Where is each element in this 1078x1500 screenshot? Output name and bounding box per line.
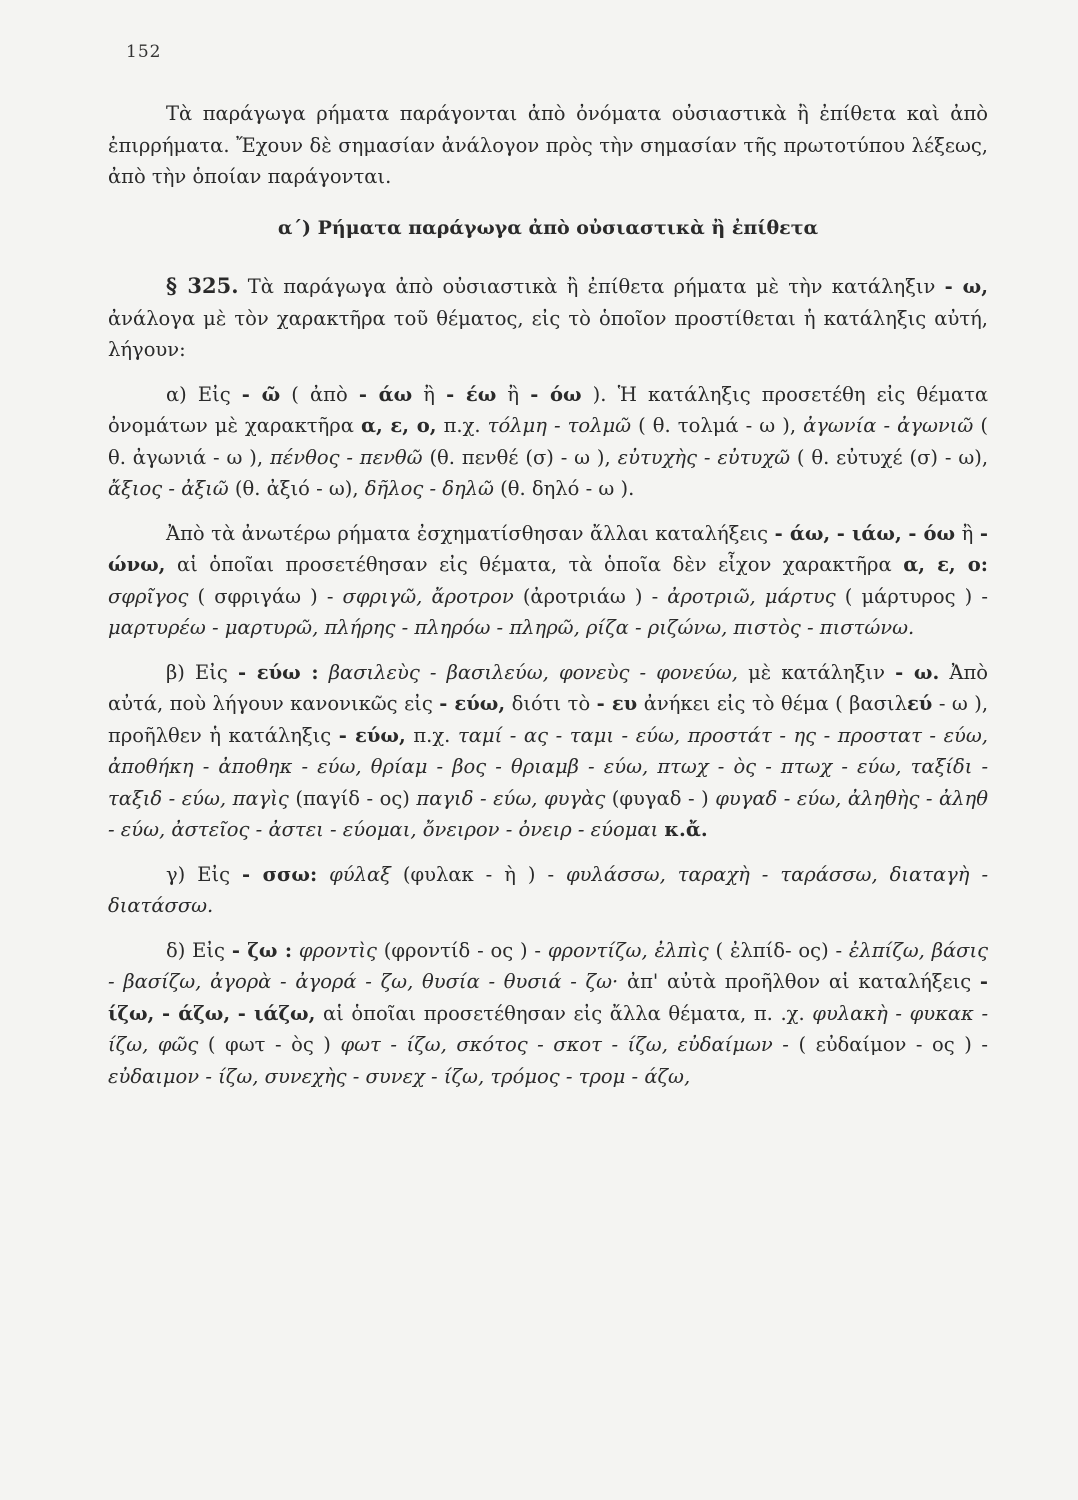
example: εὐδαίμων - — [677, 1033, 789, 1056]
example: θυσία - θυσιά - ζω· — [422, 970, 619, 993]
example: ἐλπὶς — [654, 938, 709, 962]
example: ὄνειρον - ὀνειρ - εύομαι — [422, 818, 659, 841]
stem: ( θ. εὐτυχέ (σ) - ω), — [796, 445, 989, 469]
ending: - όω — [908, 521, 956, 545]
text: διότι τὸ — [511, 692, 591, 715]
example: φύλαξ — [329, 862, 391, 886]
example: παγὶς — [232, 786, 289, 810]
example: εὐδαιμον - ίζω, — [108, 1064, 259, 1088]
text: ). — [592, 382, 607, 406]
example: πλήρης - πληρόω - πληρῶ, — [324, 616, 580, 639]
etc: κ.ἄ. — [664, 818, 708, 841]
ending: - άω — [358, 382, 413, 406]
item-label: γ) Εἰς — [166, 862, 231, 886]
ending: - ιάω, — [836, 521, 902, 545]
example: ἀγωνία - ἀγωνιῶ — [803, 414, 974, 437]
ending: - ώνω, — [108, 521, 988, 576]
example: ἄξιος - ἀξιῶ — [108, 477, 229, 500]
example: φυλάσσω, — [566, 862, 666, 886]
section-text: ἀνάλογα μὲ τὸν χαρακτῆρα τοῦ θέματος, εἰς τὸ ὁποῖον προστίθεται ἡ κατάληξις αὐτή, λήγουν: — [108, 306, 988, 361]
example: σκότος - σκοτ - ίζω, — [456, 1033, 668, 1056]
page-body — [108, 98, 988, 1105]
stem: ( φωτ - ὸς ) — [207, 1033, 331, 1056]
text: μὲ κατάληξιν — [748, 660, 885, 684]
alpha-2-paragraph — [108, 518, 988, 644]
example: πιστὸς - πιστώνω. — [733, 616, 915, 639]
ending: - εύω, — [439, 692, 506, 715]
ending: - έω — [446, 382, 497, 406]
example: διαταγὴ - διατάσσω. — [108, 862, 989, 917]
example: μάρτυς — [764, 584, 836, 608]
example: φωτ - ίζω, — [340, 1033, 447, 1056]
ending: - άζω, — [161, 1001, 231, 1025]
ending: - εύω, — [338, 723, 406, 747]
ending: - ῶ — [241, 382, 281, 406]
example: ρίζα - ριζώνω, — [585, 616, 728, 639]
example: φυγαδ - εύω, — [715, 786, 842, 810]
text: ἀνήκει εἰς τὸ θέμα ( βασιλ — [643, 692, 907, 715]
example: εὐτυχὴς - εὐτυχῶ — [617, 445, 790, 469]
text: ἢ — [507, 382, 520, 406]
example: τρόμος - τρομ - άζω, — [490, 1064, 691, 1088]
text: αἱ ὁποῖαι προσετέθησαν εἰς ἄλλα θέματα, — [323, 1001, 747, 1025]
stem: (ἀροτριάω ) - — [522, 584, 659, 608]
gamma-paragraph — [108, 859, 988, 922]
stem: (θ. πενθέ (σ) - ω ), — [429, 445, 611, 469]
example: τόλμη - τολμῶ — [487, 414, 632, 437]
text: π. .χ. — [753, 1001, 805, 1025]
section-text: Τὰ παράγωγα ἀπὸ οὐσιαστικὰ ἢ ἐπίθετα ρήματα μὲ τὴν κατάληξιν — [247, 275, 936, 298]
ending: - ω, — [944, 275, 988, 298]
example: συνεχὴς - συνεχ - ίζω, — [264, 1064, 485, 1088]
ending: - ω. — [895, 660, 940, 684]
characters: α, ε, ο, — [360, 414, 437, 437]
beta-paragraph — [108, 657, 988, 846]
text: Ἀπὸ τὰ ἀνωτέρω ρήματα ἐσχηματίσθησαν ἄλλαι καταλήξεις — [166, 521, 769, 545]
text: π.χ. — [413, 723, 451, 747]
example: μαρτυρέω - μαρτυρῶ, — [108, 616, 319, 639]
stem: ( θ. τολμά - ω ), — [638, 414, 797, 437]
ending: - ιάζω, — [237, 1001, 316, 1025]
example: φυγὰς — [544, 786, 606, 810]
text: - ω ), προῆλθεν ἡ κατάληξις — [108, 692, 989, 747]
stem: (φυγαδ - ) — [611, 786, 709, 810]
example: πτωχ - ὸς - πτωχ - εύω, — [657, 755, 902, 778]
text: αἱ ὁποῖαι προσετέθησαν εἰς θέματα, τὰ ὁποῖα δὲν εἶχον χαρακτῆρα — [176, 553, 892, 576]
stem: (φροντίδ - ος ) - — [383, 938, 542, 962]
example: δῆλος - δηλῶ — [364, 477, 494, 500]
text: Ἀπὸ αὐτά, ποὺ λήγουν κανονικῶς εἰς — [108, 660, 989, 715]
example: φροντίζω, — [547, 938, 648, 962]
example: ταμί - ας - ταμι - εύω, — [457, 723, 681, 747]
text: π.χ. — [443, 414, 481, 437]
example: φονεὺς - φονεύω, — [558, 660, 738, 684]
stem: ( ἐλπίδ- ος) - — [715, 938, 843, 962]
text: ἀπ' αὐτὰ προῆλθον αἱ καταλήξεις — [626, 970, 972, 993]
example: φῶς — [157, 1033, 199, 1056]
text: Ἡ κατάληξις προσετέθη εἰς θέματα ὀνομάτων μὲ χαρακτῆρα — [108, 382, 989, 437]
ending: εύ — [906, 692, 933, 715]
ending: - εύω : — [237, 660, 319, 684]
example: ἀροτριῶ, — [667, 584, 756, 608]
page-number: 152 — [126, 42, 162, 62]
item-label: δ) Εἰς — [166, 938, 225, 962]
stem: ( μάρτυρος ) - — [844, 584, 988, 608]
ending: - ίζω, — [108, 970, 988, 1025]
ending: - σσω: — [242, 862, 318, 886]
text: ( ἀπὸ — [291, 382, 348, 406]
example: ἀγορὰ - ἀγορά - ζω, — [210, 970, 414, 993]
ending: - όω — [530, 382, 582, 406]
text: ἢ — [961, 521, 974, 545]
stem: (θ. ἀξιό - ω), — [234, 477, 359, 500]
stem: (παγίδ - ος) — [295, 786, 410, 810]
example: ἀστεῖος - ἀστει - εύομαι, — [171, 818, 417, 841]
stem: ( εὐδαίμον - ος ) - — [798, 1033, 988, 1056]
example: ταξίδι - ταξιδ - εύω, — [108, 755, 989, 810]
section-325-paragraph — [108, 270, 988, 366]
example: βάσις - βασίζω, — [108, 938, 989, 993]
example: σφρῖγος — [108, 584, 189, 608]
item-label: α) Εἰς — [166, 382, 231, 406]
example: φυλακὴ - φυκακ - ίζω, — [108, 1001, 989, 1056]
stem: ( θ. ἀγωνιά - ω ), — [108, 414, 988, 469]
ending: - ζω : — [231, 938, 293, 962]
ending: - άω, — [774, 521, 831, 545]
example: βασιλεὺς - βασιλεύω, — [328, 660, 549, 684]
example: πένθος - πενθῶ — [269, 445, 423, 469]
delta-paragraph — [108, 935, 988, 1093]
example: φροντὶς — [298, 938, 377, 962]
stem: (φυλακ - ὴ ) - — [402, 862, 555, 886]
example: ταραχὴ - ταράσσω, — [677, 862, 878, 886]
alpha-paragraph — [108, 379, 988, 505]
example: παγιδ - εύω, — [416, 786, 538, 810]
example: ἄροτρον — [431, 584, 514, 608]
section-heading: α΄) Ρήματα παράγωγα ἀπὸ οὐσιαστικὰ ἢ ἐπίθετα — [277, 216, 819, 239]
ending: - ευ — [596, 692, 638, 715]
item-label: β) Εἰς — [166, 660, 228, 684]
characters: α, ε, ο: — [903, 553, 989, 576]
stem: (θ. δηλό - ω ). — [500, 477, 635, 500]
example: ἐλπίζω, — [848, 938, 925, 962]
intro-paragraph: Τὰ παράγωγα ρήματα παράγονται ἀπὸ ὀνόματα οὐσιαστικὰ ἢ ἐπίθετα καὶ ἀπὸ ἐπιρρήματα. Ἔχουν δὲ σημασίαν ἀνάλογον πρὸς τὴν σημασίαν τῆς πρωτοτύπου λέξεως, ἀπὸ τὴν ὁποίαν παράγονται. — [108, 102, 988, 188]
text: ἢ — [423, 382, 435, 406]
example: ἀληθὴς - ἀληθ - εύω, — [108, 786, 988, 841]
section-number: § 325. — [166, 273, 239, 298]
stem: ( σφριγάω ) - — [197, 584, 334, 608]
example: θρίαμ - βος - θριαμβ - εύω, — [370, 755, 649, 778]
example: προστάτ - ης - προστατ - εύω, — [687, 723, 988, 747]
example: ἀποθήκη - ἀποθηκ - εύω, — [108, 755, 362, 778]
example: σφριγῶ, — [342, 584, 423, 608]
